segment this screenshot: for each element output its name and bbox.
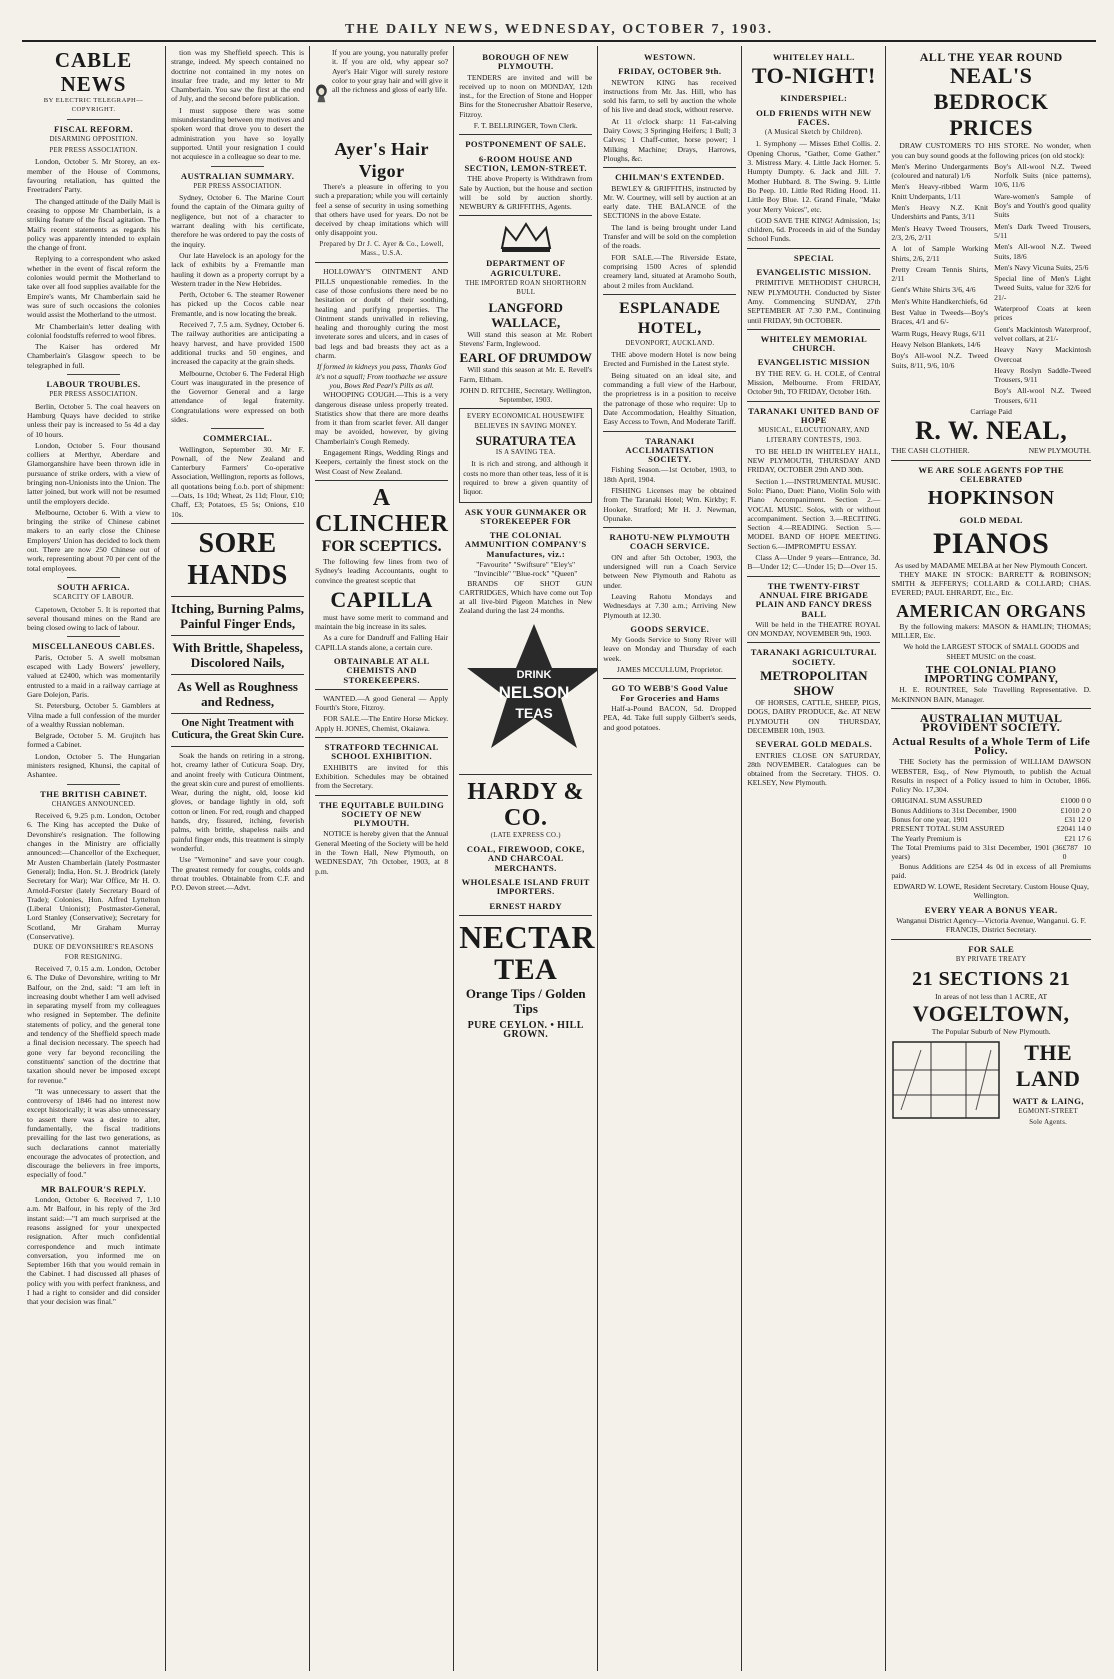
price-item: Men's Heavy N.Z. Knit Undershirts and Pants, 3/11 xyxy=(891,203,989,222)
programme: 1. Symphony — Misses Ethel Collis. 2. Opening Chorus, "Gather, Come Gather." 3. Mistress Mary. 4. Little Jack Horner. 5. Humpty Dumpty. 6. Jack and Jill. 7. Mother Hubbard. 8. The Swing. 9. Little Bo Peep. 10. Little Red Riding Hood. 11. Little Boy Blue. 12. Grand Finale, "Make your Merry Voices", etc. xyxy=(747,139,881,214)
heading-cabinet: THE BRITISH CABINET. xyxy=(40,788,147,799)
ad-roughness: As Well as Roughness and Redness, xyxy=(177,678,298,709)
article-paragraph: Paris, October 5. A swell mobsman escaped with Lady Bowers' jewellery, valued at £2400, which was momentarily entrusted to a maid in a railway carriage at Gare Dolejon, Paris. xyxy=(27,652,161,699)
ad-esplanade: ESPLANADE HOTEL, xyxy=(619,299,721,337)
price-item: Gent's Mackintosh Waterproof, velvet collars, at 21/- xyxy=(994,324,1091,343)
land-block xyxy=(891,1040,1091,1130)
article-paragraph: Received 6, 9.25 p.m. London, October 6. The King has accepted the Duke of Devonshire's resignation. The following changes in the Ministry are officially announced:—Chancellor of the Exchequer, Mr Austen Chamberlain (lately Postmaster General); India, Hon. St. J. Brodrick (lately Secretary for War); War Office, Mr H. O. Arnold-Forster (lately Secretary Board of Trade); Colonies, Hon. Alfred Lyttelton (Liberal Unionist); Postmaster-General, Lord Stanley (Conservative); Secretary for Scotland, Mr Graham Murray (Conservative). xyxy=(27,811,161,942)
column-7 xyxy=(886,46,1096,1671)
article-paragraph: Sydney, October 6. The Marine Court found the captain of the Oimara guilty of negligence, but not of a character to warrant dealing with his certificate, therefore he was ordered to pay the costs of the inquiry. xyxy=(171,193,305,249)
cable-news-title: CABLE NEWS xyxy=(54,48,133,96)
policy-row xyxy=(891,843,1091,862)
ad-vogeltown: VOGELTOWN, xyxy=(912,1001,1070,1027)
ad-nectar: NECTAR xyxy=(459,918,595,955)
article-paragraph: Belgrade, October 5. M. Grujitch has formed a Cabinet. xyxy=(27,731,161,750)
ad-actual-results: Actual Results of a Whole Term of Life Policy. xyxy=(892,735,1091,757)
representative: H. E. ROUNTREE, Sole Travelling Representative. D. McKINNON BAIN, Manager. xyxy=(891,685,1091,704)
ad-the-land: THE LAND xyxy=(1016,1039,1081,1091)
saving-tea: IS A SAVING TEA. xyxy=(495,449,556,457)
article-paragraph: St. Petersburg, October 5. Gamblers at Vilna made a full confession of the murder of a wealthy Russian nobleman. xyxy=(27,701,161,729)
classified: FOR SALE.—The Entire Horse Mickey. Apply H. JONES, Chemist, Okaiawa. xyxy=(315,714,449,733)
article-paragraph: Bonus Additions are £254 4s 0d in excess of all Premiums paid. xyxy=(891,861,1091,880)
article-paragraph: Replying to a correspondent who asked whether in the event of fiscal reform the colonies would permit the Motherland to take over all food supplies available for the Empire's wants, Mr Chamberlain said he was sure of such occasions the colonies would assist the Motherland to the utmost. xyxy=(27,254,161,320)
article-paragraph: Half-a-Pound BACON, 5d. Dropped PEA, 4d. Take full supply Gilbert's seeds, and good potatoes. xyxy=(603,703,737,732)
ad-clincher: A CLINCHER xyxy=(315,484,449,537)
divider xyxy=(891,460,1091,461)
heading-house: 6-ROOM HOUSE AND SECTION, LEMON-STREET. xyxy=(464,153,587,173)
price-item: Men's Navy Vicuna Suits, 25/6 xyxy=(994,262,1089,272)
policy-label: PRESENT TOTAL SUM ASSURED xyxy=(891,824,1005,834)
divider xyxy=(67,119,120,120)
ad-cuticura: One Night Treatment with Cuticura, the Great Skin Cure. xyxy=(171,717,304,741)
policy-table xyxy=(891,796,1091,861)
article-paragraph: Will stand this season at Mr. E. Revell's Farm, Eltham. xyxy=(459,365,593,384)
policy-value: £31 12 0 xyxy=(1064,815,1091,825)
heading-reply: MR BALFOUR'S REPLY. xyxy=(40,1183,147,1194)
ad-watt-laing: WATT & LAING, xyxy=(1012,1095,1084,1106)
ayer-intro: If you are young, you naturally prefer it. If you are old, why appear so? Ayer's Hair Vigor will surely restore color to your gray hair and will give it all the richness and gloss of early life. xyxy=(331,48,449,95)
heading-labour: LABOUR TROUBLES. xyxy=(46,379,141,390)
article-paragraph: FOR SALE.—The Riverside Estate, comprising 1500 Acres of splendid creamery land, situated at Aramoho South, about 2 miles from Auckland. xyxy=(603,252,737,290)
price-item: Warm Rugs, Heavy Rugs, 6/11 xyxy=(891,328,986,338)
article-paragraph: "It was unnecessary to assert that the controversy of 1846 had no interest now except historically; it was also unnecessary to assert there was a desire to alter, fundamentally, the fiscal traditions prevailing for the last two generations, as such declarations cannot materially encourage the advocates of protection, and discourage the believers in free imports, especially of food." xyxy=(27,1086,161,1180)
ad-capilla: CAPILLA xyxy=(330,586,433,612)
divider xyxy=(603,431,736,432)
article-paragraph: Wellington, September 30. Mr F. Pownall, of the New Zealand and Canterbury Farmers' Co-operative Association, Wellington, reports as follows, all quotations being f.o.b. port of shipment:—Oats, 1s 10d; Wheat, 2s 11d; Flour, £10; Chaff, £3; Potatoes, £5 5s; Onions, £10 10s. xyxy=(171,444,305,519)
cartridge-brands: "Favourite" "Swiftsure" "Eley's" "Invincible" "Blue-rock" "Queen" xyxy=(474,559,578,579)
subheading-bull: THE IMPORTED ROAN SHORTHORN BULL xyxy=(465,280,587,297)
divider xyxy=(315,480,448,481)
article-paragraph: BEWLEY & GRIFFITHS, instructed by Mr. W. Courtney, will sell by auction at an early date. THE BALANCE of the SECTIONS in the above Estate. xyxy=(603,183,737,221)
hardy-late: (LATE EXPRESS CO.) xyxy=(490,831,561,839)
divider xyxy=(603,294,736,295)
subheading-changes: CHANGES ANNOUNCED. xyxy=(51,800,136,808)
price-item: Special line of Men's Light Tweed Suits, value for 32/6 for 21/- xyxy=(994,274,1091,302)
article-paragraph: BRANDS OF SHOT GUN CARTRIDGES, Which have come out Top at all live-bird Pigeon Matches in New Zealand during the last 24 months. xyxy=(459,578,593,616)
article-paragraph: Perth, October 6. The steamer Rowener has picked up the Cocos cable near Fremantle, and is now locating the break. xyxy=(171,290,305,318)
divider xyxy=(747,401,880,402)
policy-value: £1010 2 0 xyxy=(1060,805,1091,815)
nelson-teas-star-logo xyxy=(459,620,598,770)
ad-tips: Orange Tips / Golden Tips xyxy=(465,985,586,1016)
ad-sore-hands: SORE HANDS xyxy=(187,527,288,591)
article-paragraph: ENTRIES CLOSE ON SATURDAY, 28th NOVEMBER. Catalogues can be obtained from the Secretary. THOS. O. KELSEY, New Plymouth. xyxy=(747,750,881,788)
price-item: Men's Merino Undergarments (coloured and natural) 1/6 xyxy=(891,161,989,181)
article-paragraph: ON and after 5th October, 1903, the undersigned will run a Coach Service between New Plymouth and Rahotu as under. xyxy=(603,552,737,590)
divider xyxy=(315,689,448,690)
ad-sections: 21 SECTIONS 21 xyxy=(912,968,1071,991)
heading-whiteley: WHITELEY HALL. xyxy=(772,52,855,62)
sole-agents: WE ARE SOLE AGENTS FOP THE CELEBRATED xyxy=(918,464,1064,484)
article-paragraph: London, October 5. Four thousand colliers at Merthyr, Aberdare and Glamorganshire have been thrown idle in pursuance of strike orders, with a view of bringing non-Unionists into the Union. The latter joined, but work will not be resumed until the employers decide. xyxy=(27,440,161,506)
article-paragraph: The following few lines from two of Sydney's leading Accountants, ought to convince the greatest sceptic that xyxy=(315,556,449,585)
popular-suburb: The Popular Suburb of New Plymouth. xyxy=(931,1027,1051,1037)
policy-label: Bonus Additions to 31st December, 1900 xyxy=(891,805,1017,815)
heading-south-africa: SOUTH AFRICA. xyxy=(57,581,130,592)
subheading-disarming: DISARMING OPPOSITION. xyxy=(49,135,138,143)
ad-hardy: HARDY & CO. xyxy=(467,778,585,831)
old-friends: OLD FRIENDS WITH NEW FACES. xyxy=(756,107,872,127)
divider xyxy=(67,577,120,578)
article-paragraph: Berlin, October 5. The coal heavers on Hamburg Quays have decided to strike unless their pay is increased to 5s 4d a day of 10 hours. xyxy=(27,401,161,439)
article-paragraph: NOTICE is hereby given that the Annual General Meeting of the Society will be held in the Town Hall, New Plymouth, on WEDNESDAY, 7th October, 1903, at 8 p.m. xyxy=(315,829,449,876)
article-paragraph: Being situated on an ideal site, and commanding a full view of the Harbour, the proprietress is in a position to receive the patronage of those who require: Up to Date Accommodation, Healthy Situation, Easy Access to Town, And Moderate Tariff. xyxy=(603,370,737,427)
signature: JAMES MCCULLUM, Proprietor. xyxy=(616,665,723,675)
star-text-teas: TEAS xyxy=(515,704,553,721)
divider xyxy=(459,134,592,135)
column-4 xyxy=(454,46,598,1671)
ad-itching: Itching, Burning Palms, Painful Finger Ends, xyxy=(171,600,305,631)
signature: EDWARD W. LOWE, Resident Secretary. Custom House Quay, Wellington. xyxy=(893,882,1089,901)
divider xyxy=(891,708,1091,709)
article-paragraph: Received 7, 7.5 a.m. Sydney, October 6. The railway authorities are anticipating a heavy harvest, and have provided 1500 additional trucks and 50 engines, and increased the capacity at the grain sheds. xyxy=(171,320,305,367)
ad-tea: TEA xyxy=(494,952,558,986)
price-item: Boy's All-wool N.Z. Tweed Norfolk Suits (nice patterns), 10/6, 11/6 xyxy=(994,161,1091,190)
melba-note: As used by MADAME MELBA at her New Plymouth Concert. xyxy=(894,560,1088,570)
policy-value: £21 17 6 xyxy=(1064,833,1091,843)
hardy-fruit: WHOLESALE ISLAND FRUIT IMPORTERS. xyxy=(461,876,590,897)
policy-row xyxy=(891,815,1091,824)
article-paragraph: At 11 o'clock sharp: 11 Fat-calving Dairy Cows; 3 Springing Heifers; 1 Bull; 3 Calves; 1 Chaff-cutter, horse power; 1 Milking Machine; Drays, Harrows, Ploughs, &c. xyxy=(603,116,737,163)
article-paragraph: The changed attitude of the Daily Mail is ceasing to oppose Mr Chamberlain, is a striking feature of the fiscal agitation. The Mail's recent statements as regards his policy was apparently intended to explain the change of front. xyxy=(27,196,161,253)
price-item: A lot of Sample Working Shirts, 2/6, 2/11 xyxy=(891,244,989,263)
article-paragraph: There's a pleasure in offering to you such a preparation; while you will certainly feel a sense of security in using something that others have used for years. Do not be deceived by cheap imitations which will only disappoint you. xyxy=(315,182,449,238)
article-paragraph: Will be held in the THEATRE ROYAL ON MONDAY, NOVEMBER 9th, 1903. xyxy=(747,619,881,639)
subdivision-map-icon xyxy=(891,1040,1001,1120)
areas-note: In areas of not less than 1 ACRE, AT xyxy=(935,992,1048,1002)
new-plymouth: NEW PLYMOUTH. xyxy=(1028,446,1091,456)
ad-neals-bedrock: NEAL'S BEDROCK PRICES xyxy=(933,63,1049,141)
press-assoc: PER PRESS ASSOCIATION. xyxy=(49,147,138,155)
heading-all-year: ALL THE YEAR ROUND xyxy=(919,50,1063,64)
ayer-prepared: Prepared by Dr J. C. Ayer & Co., Lowell, Mass., U.S.A. xyxy=(319,240,444,258)
article-paragraph: As a cure for Dandruff and Falling Hair CAPILLA stands alone, a certain cure. xyxy=(315,633,449,652)
heading-friday: FRIDAY, OCTOBER 9th. xyxy=(618,66,722,77)
policy-label: ORIGINAL SUM ASSURED xyxy=(891,796,983,806)
heading-goods: GOODS SERVICE. xyxy=(630,623,710,634)
heading-chilman: CHILMAN'S EXTENDED. xyxy=(615,172,725,183)
heading-webbs: GO TO WEBB'S Good Value For Groceries and Hams xyxy=(611,683,729,703)
article-paragraph: London, October 5. The Hungarian ministers resigned, Khunsi, the capital of Ashantee. xyxy=(27,751,161,780)
divider xyxy=(171,635,304,636)
price-item: Boy's All-wool N.Z. Tweed Suits, 8/11, 9/6, 10/6 xyxy=(891,351,989,370)
article-paragraph: THE above modern Hotel is now being Erected and Furnished in the Latest style. xyxy=(603,350,737,369)
article-paragraph: PRIMITIVE METHODIST CHURCH, NEW PLYMOUTH. Conducted by Sister Amy. Commencing SUNDAY, 27th SEPTEMBER AT 7.30 P.M., Continuing until FRIDAY, 9th OCTOBER. xyxy=(747,278,881,325)
heading-fire-brigade: THE TWENTY-FIRST ANNUAL FIRE BRIGADE PLAIN AND FANCY DRESS BALL xyxy=(755,580,873,619)
agency: Wanganui District Agency—Victoria Avenue, Wanganui. G. F. FRANCIS, District Secretary. xyxy=(896,916,1087,935)
divider xyxy=(211,166,264,167)
heading-westown: WESTOWN. xyxy=(644,52,696,62)
divider xyxy=(67,636,120,637)
heading-commercial: COMMERCIAL. xyxy=(203,433,273,444)
divider xyxy=(315,737,448,738)
article-paragraph: Leaving Rahotu Mondays and Wednesdays at 7.30 a.m.; Arriving New Plymouth at 12.30. xyxy=(603,591,737,620)
egmont-street: EGMONT-STREET xyxy=(1018,1108,1078,1116)
ad-suratura: SURATURA TEA xyxy=(475,433,576,449)
column-3 xyxy=(310,46,454,1671)
column-5 xyxy=(598,46,742,1671)
price-list xyxy=(891,162,1091,407)
divider xyxy=(171,746,304,747)
land-text xyxy=(1005,1040,1091,1130)
heading-borough: BOROUGH OF NEW PLYMOUTH. xyxy=(482,52,570,72)
price-item: Gent's White Shirts 3/6, 4/6 xyxy=(891,285,976,295)
heading-every: EVERY ECONOMICAL HOUSEWIFE BELIEVES IN SAVING MONEY. xyxy=(466,413,585,430)
heading-misc: MISCELLANEOUS CABLES. xyxy=(32,641,155,652)
price-item: Best Value in Tweeds—Boy's Braces, 4/1 and 6/- xyxy=(891,308,989,327)
article-paragraph: tion was my Sheffield speech. This is strange, indeed. My speech contained no doctrine not contained in my notes on insular free trade, and my letter to Mr Chamberlain. You saw the first at the end of July, and the second before publication. xyxy=(171,48,305,104)
article-paragraph: Our late Havelock is an apology for the lack of exhibits by a Fremantle man hauling it down as a property corrupt by a Western trader in the New Hebrides. xyxy=(171,250,305,288)
ad-ayers-hair-vigor: Ayer's Hair Vigor xyxy=(334,139,429,181)
heading-rahotu: RAHOTU-NEW PLYMOUTH COACH SERVICE. xyxy=(609,532,731,552)
star-text-drink: DRINK xyxy=(516,668,552,681)
heading-postponement: POSTPONEMENT OF SALE. xyxy=(465,139,587,150)
policy-value: £1000 0 0 xyxy=(1060,796,1091,806)
divider xyxy=(459,915,592,916)
heading-special: SPECIAL xyxy=(793,252,834,263)
column-1 xyxy=(22,46,166,1671)
divider xyxy=(891,939,1091,940)
metropolitan-show: METROPOLITAN SHOW xyxy=(760,668,868,699)
heading-gunmaker: ASK YOUR GUNMAKER OR STOREKEEPER FOR xyxy=(464,506,587,526)
article-paragraph: It is rich and strong, and although it costs no more than other teas, less of it is required to brew a given quantity of liquor. xyxy=(463,459,589,497)
article-paragraph: Use "Vernonine" and save your cough. The greatest remedy for coughs, colds and throat troubles. Obtainable from C.F. and P.O. Devon street.—Advt. xyxy=(171,855,305,893)
article-paragraph: WHOOPING COUGH.—This is a very dangerous disease unless properly treated. Statistics show that there are more deaths from it than from scarlet fever. All danger may be avoided, however, by giving Chamberlain's Cough Remedy. xyxy=(315,390,449,446)
bull-earl: EARL OF DRUMDOW xyxy=(459,350,592,366)
article-paragraph: Will stand this season at Mr. Robert Stevens' Farm, Inglewood. xyxy=(459,329,593,348)
heading-equitable: THE EQUITABLE BUILDING SOCIETY OF NEW PLYMOUTH. xyxy=(319,799,445,829)
article-paragraph: HOLLOWAY'S OINTMENT AND PILLS unquestionable remedies. In the case of those confusions there need be no hesitation or doubt of their soothing, healing and purifying properties. The Ointment stands unrivalled in relieving, healing and thoroughly curing the most inveterate sores and ulcers, and in cases of bad legs and bad breasts they act as a charm. xyxy=(315,267,449,361)
rw-neal-footer xyxy=(891,446,1091,455)
heading-fiscal: FISCAL REFORM. xyxy=(53,123,134,134)
divider xyxy=(67,784,120,785)
article-paragraph: London, October 5. Mr Storey, an ex-member of the House of Commons, favouring retaliation, has quitted the Freetraders' Party. xyxy=(27,157,161,195)
divider xyxy=(315,795,448,796)
sole-agents-2: Sole Agents. xyxy=(1029,1119,1068,1127)
subheading-scarcity: SCARCITY OF LABOUR. xyxy=(53,594,134,602)
star-text-nelson: NELSON xyxy=(498,682,570,702)
price-list-left xyxy=(891,162,988,407)
article-paragraph: THE above Property is Withdrawn from Sale by Auction, but the house and section will be sold by auction shortly. NEWBURY & GRIFFITHS, Agents. xyxy=(459,174,593,212)
price-item: Men's All-wool N.Z. Tweed Suits, 18/6 xyxy=(994,242,1091,261)
article-paragraph: TO BE HELD IN WHITELEY HALL, NEW PLYMOUTH, THURSDAY AND FRIDAY, OCTOBER 29th AND 30th. xyxy=(747,446,881,475)
article-paragraph: NEWTON KING has received instructions from Mr. Jas. Hill, who has sold his farm, to sell by auction the whole of his live and dead stock, without reserve. xyxy=(603,77,737,115)
ad-american-organs: AMERICAN ORGANS xyxy=(896,600,1087,621)
ad-sceptics: FOR SCEPTICS. xyxy=(321,537,442,555)
divider xyxy=(171,523,304,524)
divider xyxy=(315,262,448,263)
article-paragraph: EXHIBITS are invited for this Exhibition. Schedules may be obtained from the Secretary. xyxy=(315,762,449,791)
price-item: Men's White Handkerchiefs, 6d xyxy=(891,296,988,306)
divider xyxy=(211,428,264,429)
hardy-coal: COAL, FIREWOOD, COKE, AND CHARCOAL MERCHANTS. xyxy=(466,844,585,873)
ad-brittle: With Brittle, Shapeless, Discolored Nails, xyxy=(172,639,303,670)
crown-emblem-icon xyxy=(496,220,556,254)
article-paragraph: FISHING Licenses may be obtained from The Taranaki Hotel; Wm. Kirkby; F. Hooker, Stratford; Mr H. J. Newman, Opunake. xyxy=(603,485,737,523)
divider xyxy=(459,774,592,775)
article-paragraph: Received 7, 0.15 a.m. London, October 6. The Duke of Devonshire, writing to Mr Balfour, on the 2nd, said: "I am left in increasing doubt whether I am well advised in separating myself from my colleagues who resigned in September. The definite statements of policy, and the general tone and tendency of the Sheffield speech made a final decision necessary. The speech had gone very far beyond reconciling the constituents' sanction of the doctrine that taxation should never be imposed except for revenue." xyxy=(27,963,161,1085)
article-paragraph: Capetown, October 5. It is reported that several thousand mines on the Rand are being closed owing to lack of labour. xyxy=(27,604,161,633)
press-assoc: PER PRESS ASSOCIATION. xyxy=(193,182,282,190)
article-paragraph: OF HORSES, CATTLE, SHEEP, PIGS, DOGS, DAIRY PRODUCE, &c. AT NEW PLYMOUTH ON THURSDAY, DECEMBER 10th, 1903. xyxy=(747,698,881,735)
price-item: Pretty Cream Tennis Shirts, 2/11 xyxy=(891,264,989,284)
article-paragraph: The Kaiser has ordered Mr Chamberlain's Glasgow speech to be telegraphed in full. xyxy=(27,342,161,370)
article-paragraph: THE Society has the permission of WILLIAM DAWSON WEBSTER, Esq., of New Plymouth, to publish the Actual Results in respect of a Policy issued to him in October, 1866. Policy No. 17,304. xyxy=(891,757,1091,795)
makers-list: THEY MAKE IN STOCK: BARRETT & ROBINSON; SMITH & JEFFERYS; COLLARD & COLLARD; CHAS. EVERED; PAUL EHRARDT, Etc., Etc. xyxy=(891,569,1091,598)
price-item: Heavy Navy Mackintosh Overcoat xyxy=(994,345,1091,364)
price-item: Boy's All-wool N.Z. Tweed Trousers, 6/11 xyxy=(994,386,1091,405)
heading-mission: EVANGELISTIC MISSION xyxy=(757,357,870,368)
policy-label: Bonus for one year, 1901 xyxy=(891,815,969,825)
divider xyxy=(747,248,880,249)
policy-label: The Yearly Premium is xyxy=(891,833,962,843)
kinderspiel: KINDERSPIEL: xyxy=(780,93,848,104)
article-paragraph: must have some merit to command and maintain the big increase in its sales. xyxy=(315,612,449,632)
bull-langford: LANGFORD WALLACE, xyxy=(488,299,563,330)
private-treaty: BY PRIVATE TREATY xyxy=(955,955,1027,963)
gold-medals: SEVERAL GOLD MEDALS. xyxy=(755,739,873,750)
for-sale: FOR SALE xyxy=(968,943,1015,954)
policy-label: The Total Premiums paid to 31st December, 1901 (36 years) xyxy=(891,842,1063,862)
divider xyxy=(747,576,880,577)
heading-ammunition: THE COLONIAL AMMUNITION COMPANY'S Manufactures, viz.: xyxy=(464,530,587,559)
ad-tonight: TO-NIGHT! xyxy=(751,63,876,89)
article-paragraph: Class A—Under 9 years—Entrance, 3d. B—Under 12; C—Under 15; D—Over 15. xyxy=(747,553,881,572)
esplanade-location: DEVONPORT, AUCKLAND. xyxy=(625,339,715,347)
heading-memorial: WHITELEY MEMORIAL CHURCH. xyxy=(760,333,868,354)
subheading-reasons: DUKE OF DEVONSHIRE'S REASONS FOR RESIGNING. xyxy=(33,944,154,961)
article-paragraph: BY THE REV. G. H. COLE, of Central Mission, Melbourne. From FRIDAY, October 9th, TO FRIDAY, October 16th. xyxy=(747,368,881,397)
heading-stratford: STRATFORD TECHNICAL SCHOOL EXHIBITION. xyxy=(324,742,439,762)
price-list-right xyxy=(994,162,1091,407)
article-paragraph: DRAW CUSTOMERS TO HIS STORE. No wonder, when you can buy sound goods at the following prices (on old stock): xyxy=(891,141,1091,160)
ad-hopkinson: HOPKINSON xyxy=(927,487,1055,510)
article-paragraph: Soak the hands on retiring in a strong, hot, creamy lather of Cuticura Soap. Dry, and anoint freely with Cuticura Ointment, the great skin cure and purest of emollients. Wear, during the night, old, loose kid gloves, or bandage lightly in old, soft cotton or linen. For red, rough and chapped hands, dry, fissured, itching, feverish palms, with brittle, shapeless nails and painful finger ends, this treatment is simply wonderful. xyxy=(171,750,305,853)
divider xyxy=(603,527,736,528)
ad-pure-ceylon: PURE CEYLON. • HILL GROWN. xyxy=(467,1019,584,1041)
article-paragraph: TENDERS are invited and will be received up to noon on MONDAY, 12th inst., for the Erection of Stone and Hopper Bins for the Stonecrusher Abattoir Reserve, Fitzroy. xyxy=(459,72,593,119)
article-paragraph: London, October 6. Received 7, 1.10 a.m. Mr Balfour, in his reply of the 3rd instant said:—"I am much surprised at the reasons assigned for your unexpected resignation. After much confidential correspondence and much intimate conversation, you informed me on September 16th that you would remain in the Cabinet. I had discussed all phases of policy with you with perfect frankness, and I had a right to consider and did consider that your decision was final." xyxy=(27,1195,161,1307)
divider xyxy=(67,374,120,375)
article-paragraph: Engagement Rings, Wedding Rings and Keepers, certainly the finest stock on the West Coast of New Zealand. xyxy=(315,448,449,476)
article-paragraph: I must suppose there was some misunderstanding between my motives and spoken word that drove you to desert the administration you have so loyally supported. Until your resignation I could not acquiesce in a colleague so dear to me. xyxy=(171,105,305,162)
carriage-paid: Carriage Paid xyxy=(970,407,1012,417)
divider xyxy=(747,329,880,330)
press-assoc: PER PRESS ASSOCIATION. xyxy=(49,391,138,399)
heading-agricultural: TARANAKI AGRICULTURAL SOCIETY. xyxy=(750,647,877,667)
woman-portrait-illustration xyxy=(315,48,328,138)
policy-value: £787 10 0 xyxy=(1062,842,1091,862)
divider xyxy=(603,167,736,168)
ad-pianos: PIANOS xyxy=(932,526,1050,560)
ad-colonial-piano: THE COLONIAL PIANO IMPORTING COMPANY, xyxy=(924,663,1059,686)
column-2 xyxy=(166,46,310,1671)
policy-row xyxy=(891,806,1091,815)
article-paragraph: My Goods Service to Stony River will leave on Monday and Thursday of each week. xyxy=(603,635,737,663)
columns xyxy=(22,46,1096,1671)
price-item: Men's Heavy Tweed Trousers, 2/3, 2/6, 2/11 xyxy=(891,223,989,242)
divider xyxy=(171,674,304,675)
price-item: Heavy Roslyn Saddle-Tweed Trousers, 9/11 xyxy=(994,365,1091,385)
signature: JOHN D. RITCHIE, Secretary. Wellington, September, 1903. xyxy=(459,385,592,405)
bonus-year: EVERY YEAR A BONUS YEAR. xyxy=(924,904,1058,915)
price-item: Heavy Nelson Blankets, 14/6 xyxy=(891,339,981,349)
heading-acclimatisation: TARANAKI ACCLIMATISATION SOCIETY. xyxy=(625,435,715,465)
article-paragraph: The land is being brought under Land Transfer and will be sold on the completion of the roads. xyxy=(603,222,737,251)
band-contests: MUSICAL, ELOCUTIONARY, AND LITERARY CONTESTS, 1903. xyxy=(758,427,870,444)
heading-summary: AUSTRALIAN SUMMARY. xyxy=(180,170,295,181)
suratura-ad xyxy=(459,408,592,502)
divider xyxy=(171,596,304,597)
divider xyxy=(171,713,304,714)
policy-row xyxy=(891,824,1091,833)
masthead: THE DAILY NEWS, WEDNESDAY, OCTOBER 7, 1903. xyxy=(22,20,1096,42)
article-paragraph: Melbourne, October 6. The Federal High Court was inaugurated in the presence of the Governor General and a large attendance of legal fraternity. Congratulations were expressed on both sides. xyxy=(171,368,305,424)
price-item: Ware-women's Sample of Boy's and Youth's good quality Suits xyxy=(994,191,1091,220)
organ-makers: By the following makers: MASON & HAMLIN; THOMAS; MILLER, Etc. xyxy=(891,621,1091,640)
column-6 xyxy=(742,46,886,1671)
divider xyxy=(603,678,736,679)
article-paragraph: Fishing Season.—1st October, 1903, to 18th April, 1904. xyxy=(603,465,737,484)
obtainable: OBTAINABLE AT ALL CHEMISTS AND STOREKEEPERS. xyxy=(333,655,430,685)
divider xyxy=(747,642,880,643)
article-paragraph: Mr Chamberlain's letter dealing with colonial foodstuffs referred to wool fibres. xyxy=(27,321,161,340)
largest-stock: We hold the LARGEST STOCK of SMALL GOODS and SHEET MUSIC on the coast. xyxy=(903,642,1079,661)
price-item: Men's Heavy-ribbed Warm Knitt Underpants, 1/11 xyxy=(891,182,989,201)
article-paragraph: Section 1.—INSTRUMENTAL MUSIC. Solo: Piano, Duet: Piano, Violin Solo with Piano Accompaniment. Section 2.—VOCAL MUSIC. Solos, with or without accompaniment. Section 3.—RECITING. Section 4.—READING. Section 5.—MODEL BAND OF HOPE MEETING. Section 6.—IMPROMPTU ESSAY. xyxy=(747,476,881,551)
ad-rw-neal: R. W. NEAL, xyxy=(915,416,1068,446)
cash-clothier: THE CASH CLOTHIER. xyxy=(891,446,970,456)
musical-sketch: (A Musical Sketch by Children). xyxy=(764,129,863,137)
classified: WANTED.—A good General — Apply Fourth's Store, Fitzroy. xyxy=(315,693,449,713)
signature: F. T. BELLRINGER, Town Clerk. xyxy=(473,121,578,131)
price-item: Men's Dark Tweed Trousers, 5/11 xyxy=(994,221,1091,240)
byline: BY ELECTRIC TELEGRAPH—COPYRIGHT. xyxy=(43,97,144,114)
heading-dept-agriculture: DEPARTMENT OF AGRICULTURE. xyxy=(486,258,566,278)
ernest-hardy: ERNEST HARDY xyxy=(489,900,563,911)
policy-row xyxy=(891,796,1091,805)
heading-band-of-hope: TARANAKI UNITED BAND OF HOPE xyxy=(748,405,880,425)
policy-value: £2041 14 0 xyxy=(1056,824,1091,834)
gold-medal: GOLD MEDAL xyxy=(959,515,1023,526)
heading-evangelistic: EVANGELISTIC MISSION. xyxy=(756,267,872,278)
article-paragraph: GOD SAVE THE KING! Admission, 1s; children, 6d. Proceeds in aid of the Sunday School Funds. xyxy=(747,215,881,244)
article-paragraph: Melbourne, October 6. With a view to bringing the strike of Chinese cabinet makers to an early close the Chinese Employers' Union has decided to lock them out. There are now 250 Chinese out of work, representing about 70 per cent of the total employees. xyxy=(27,507,161,573)
verse: If formed in kidneys you pass, Thanks God it's not a squall; From toothache we assure you, Bows Red Pearl's Pills as all. xyxy=(316,362,448,390)
policy-row xyxy=(891,834,1091,843)
price-item: Waterproof Coats at keen prices xyxy=(994,304,1091,323)
divider xyxy=(459,215,592,216)
ad-amp-society: AUSTRALIAN MUTUAL PROVIDENT SOCIETY. xyxy=(919,711,1063,735)
